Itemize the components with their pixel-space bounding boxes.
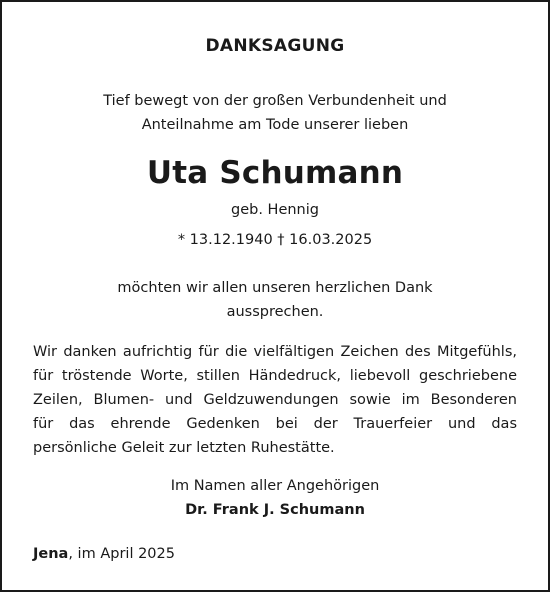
paragraph-line-3: Zeilen, Blumen- und Geldzuwendungen sowie im Besonderen: [33, 392, 517, 408]
thanks-line-1: möchten wir allen unseren herzlichen Dank: [117, 280, 433, 296]
place: Jena: [33, 546, 69, 562]
paragraph-line-5: persönliche Geleit zur letzten Ruhestätte.: [33, 440, 335, 456]
thanks-line-2: aussprechen.: [226, 304, 324, 320]
paragraph-line-2: für tröstende Worte, stillen Händedruck, liebevoll geschriebene: [33, 368, 517, 384]
intro-line-1: Tief bewegt von der großen Verbundenheit und: [103, 93, 447, 109]
date: , im April 2025: [68, 546, 175, 562]
intro-text: [2, 89, 548, 137]
gratitude-paragraph: [33, 340, 517, 460]
paragraph-line-1: Wir danken aufrichtig für die vielfältigen Zeichen des Mitgefühls,: [33, 344, 517, 360]
paragraph-line-4: für das ehrende Gedenken bei der Trauerfeier und das: [33, 416, 517, 432]
place-date: [33, 542, 175, 566]
life-dates: * 13.12.1940 † 16.03.2025: [177, 232, 373, 248]
notice-heading: DANKSAGUNG: [205, 36, 345, 56]
deceased-name: Uta Schumann: [146, 155, 404, 191]
maiden-name: geb. Hennig: [231, 202, 319, 218]
intro-line-2: Anteilnahme am Tode unserer lieben: [141, 117, 409, 133]
signer-name: Dr. Frank J. Schumann: [185, 502, 365, 518]
on-behalf-text: Im Namen aller Angehörigen: [170, 478, 380, 494]
thanks-text: [2, 276, 548, 324]
